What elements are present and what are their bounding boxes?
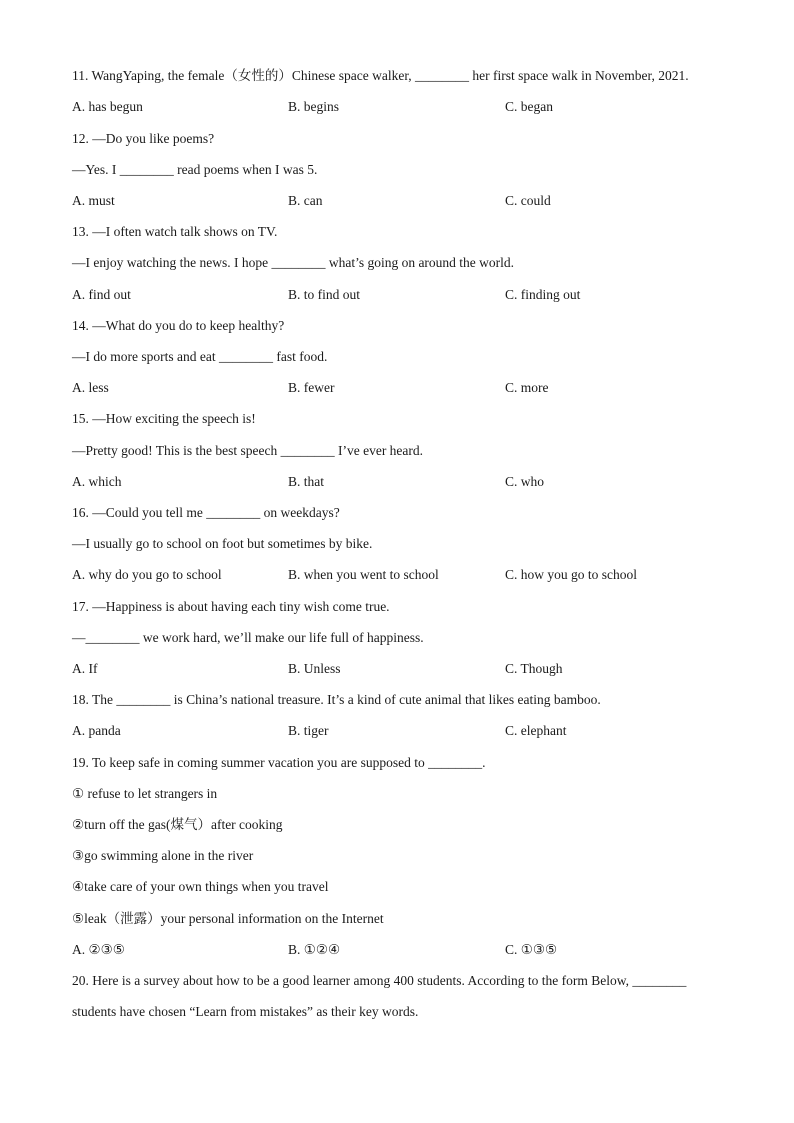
option-c: C. could: [505, 193, 551, 208]
option-b: B. tiger: [288, 723, 329, 738]
option-c: C. Though: [505, 661, 563, 676]
question-11-stem: 11. WangYaping, the female（女性的）Chinese space walker, ________ her first space walk in November, 2021.: [72, 68, 689, 83]
option-c: C. began: [505, 99, 553, 114]
question-13-reply: —I enjoy watching the news. I hope ________ what’s going on around the world.: [72, 255, 515, 270]
option-a: A. has begun: [72, 99, 143, 114]
option-b: B. can: [288, 193, 323, 208]
question-17-stem: 17. —Happiness is about having each tiny wish come true.: [72, 599, 390, 614]
question-13-stem: 13. —I often watch talk shows on TV.: [72, 224, 278, 239]
option-b: B. that: [288, 474, 324, 489]
question-11-options: [72, 97, 752, 117]
option-c: C. elephant: [505, 723, 567, 738]
option-c: C. ①③⑤: [505, 942, 558, 957]
question-18-options: [72, 721, 752, 741]
question-15-options: [72, 472, 752, 492]
option-b: B. fewer: [288, 380, 335, 395]
question-14-reply: —I do more sports and eat ________ fast food.: [72, 349, 328, 364]
question-19-item-2: ②turn off the gas(煤气）after cooking: [72, 817, 283, 832]
question-19-item-5: ⑤leak（泄露）your personal information on the Internet: [72, 911, 384, 926]
question-14-stem: 14. —What do you do to keep healthy?: [72, 318, 285, 333]
question-17-options: [72, 659, 752, 679]
option-c: C. finding out: [505, 287, 581, 302]
option-a: A. which: [72, 474, 122, 489]
option-a: A. why do you go to school: [72, 567, 222, 582]
question-19-options: [72, 940, 752, 960]
question-17-reply: —________ we work hard, we’ll make our life full of happiness.: [72, 630, 424, 645]
question-20-stem: 20. Here is a survey about how to be a good learner among 400 students. According to the form Below, ________: [72, 973, 687, 988]
option-a: A. must: [72, 193, 115, 208]
question-13-options: [72, 285, 752, 305]
question-16-stem: 16. —Could you tell me ________ on weekdays?: [72, 505, 340, 520]
question-12-stem: 12. —Do you like poems?: [72, 131, 215, 146]
question-20-continuation: students have chosen “Learn from mistakes” as their key words.: [72, 1004, 419, 1019]
question-19-stem: 19. To keep safe in coming summer vacation you are supposed to ________.: [72, 755, 486, 770]
option-a: A. ②③⑤: [72, 942, 125, 957]
question-19-item-3: ③go swimming alone in the river: [72, 848, 254, 863]
question-15-stem: 15. —How exciting the speech is!: [72, 411, 256, 426]
option-b: B. to find out: [288, 287, 361, 302]
question-16-reply: —I usually go to school on foot but sometimes by bike.: [72, 536, 373, 551]
question-12-reply: —Yes. I ________ read poems when I was 5.: [72, 162, 318, 177]
question-14-options: [72, 378, 752, 398]
option-b: B. ①②④: [288, 942, 341, 957]
option-c: C. who: [505, 474, 545, 489]
option-a: A. If: [72, 661, 98, 676]
option-a: A. less: [72, 380, 109, 395]
option-c: C. how you go to school: [505, 567, 638, 582]
question-15-reply: —Pretty good! This is the best speech ________ I’ve ever heard.: [72, 443, 424, 458]
question-19-item-1: ① refuse to let strangers in: [72, 786, 218, 801]
option-b: B. begins: [288, 99, 340, 114]
option-b: B. when you went to school: [288, 567, 439, 582]
option-a: A. panda: [72, 723, 121, 738]
option-a: A. find out: [72, 287, 131, 302]
question-16-options: [72, 565, 752, 585]
option-c: C. more: [505, 380, 549, 395]
question-12-options: [72, 191, 752, 211]
option-b: B. Unless: [288, 661, 341, 676]
question-18-stem: 18. The ________ is China’s national treasure. It’s a kind of cute animal that likes eating bamboo.: [72, 692, 601, 707]
question-19-item-4: ④take care of your own things when you travel: [72, 879, 329, 894]
